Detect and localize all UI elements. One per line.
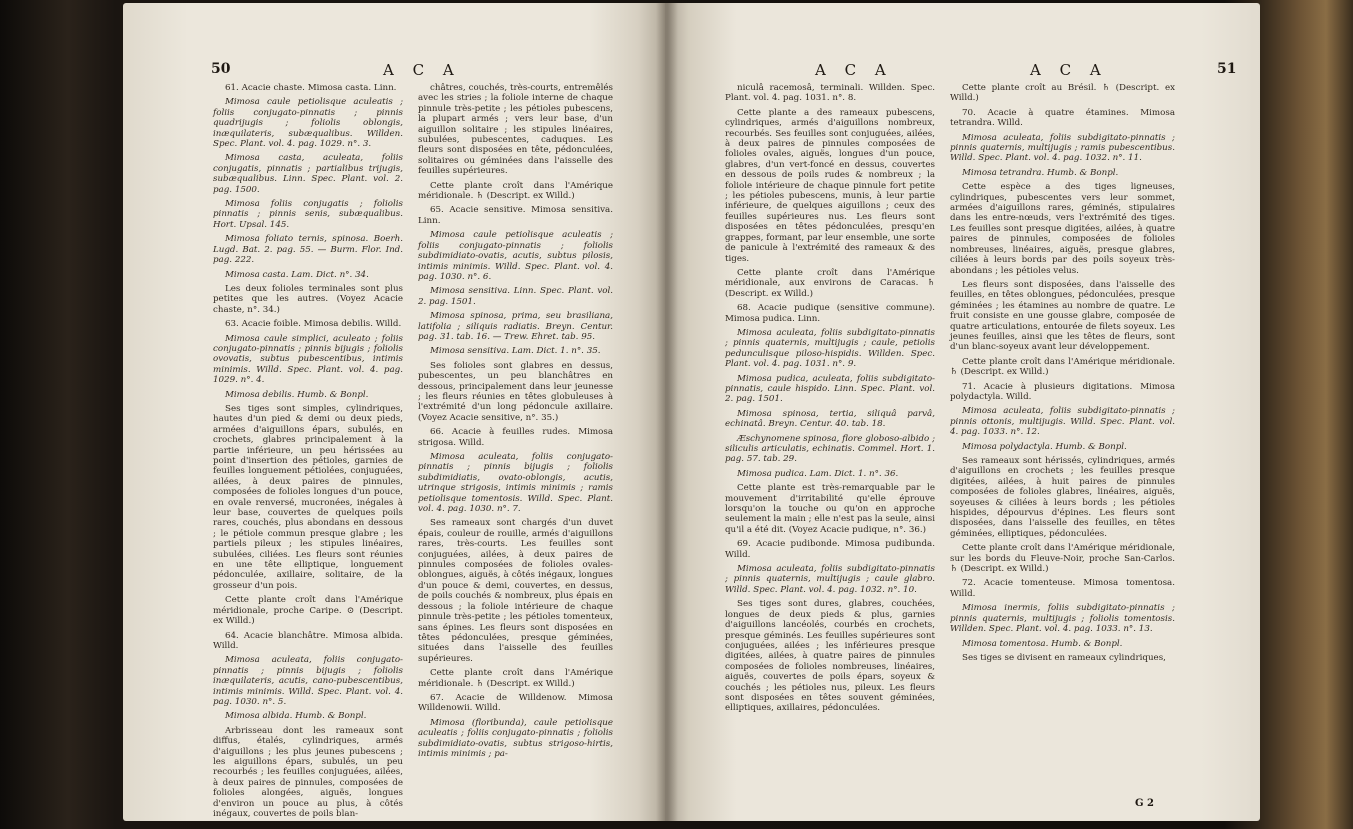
paragraph: Les deux folioles terminales sont plus petites que les autres. (Voyez Acacie chaste, n°. 34.) [213,283,403,315]
paragraph: Mimosa aculeata, foliis conjugato-pinnatis ; pinnis bijugis ; foliolis subdimidiatis, ovato-oblongis, acutis, utrinque strigosis, intimis minimis ; ramis petiolisque tomentosis. Willd. Spec. Plant. vol. 4. pag. 1030. n°. 7. [418,452,613,515]
paragraph: Mimosa spinosa, tertia, siliquâ parvâ, echinatâ. Breyn. Centur. 40. tab. 18. [725,408,935,430]
paragraph: Mimosa foliis conjugatis ; foliolis pinnatis ; pinnis senis, subæqualibus. Hort. Upsal. 145. [213,199,403,230]
paragraph: 68. Acacie pudique (sensitive commune). Mimosa pudica. Linn. [725,303,935,324]
paragraph: Mimosa tomentosa. Humb. & Bonpl. [962,638,1123,649]
paragraph: Mimosa sensitiva. Linn. Spec. Plant. vol. 2. pag. 1501. [418,286,613,307]
paragraph: Mimosa (floribunda), caule petiolisque aculeatis ; foliis conjugato-pinnatis ; foliolis subdimidiato-ovatis, subtus strigoso-hirtis, intimis minimis ; pa- [418,717,613,759]
paragraph: 67. Acacie de Willdenow. Mimosa Willdenowii. Willd. [418,692,613,714]
paragraph: 70. Acacie à quatre étamines. Mimosa tetrandra. Willd. [950,107,1175,129]
paragraph: Cette plante croît dans l'Amérique méridionale, aux environs de Caracas. ♄ (Descript. ex Willd.) [725,267,935,299]
paragraph: Cette plante croît dans l'Amérique méridionale, proche Caripe. ⊙ (Descript. ex Willd.) [213,595,403,627]
paragraph: Mimosa tetrandra. Humb. & Bonpl. [962,167,1119,178]
paragraph: Les fleurs sont disposées, dans l'aisselle des feuilles, en têtes oblongues, pédonculées, presque géminées ; les étamines au nombre de quatre. Le fruit consiste en une gousse glabre, composée de quatre articulations, entourée de filets soyeux. Les jeunes feuilles, ainsi que les têtes de fleurs, sont d'un blanc-soyeux avant leur développement. [950,279,1175,353]
paragraph: Mimosa caule petiolisque aculeatis ; foliis conjugato-pinnatis ; foliolis subdimidiato-ovatis, acutis, subtus pilosis, intimis minimis. Willd. Spec. Plant. vol. 4. pag. 1030. n°. 6. [418,230,613,282]
paragraph: Mimosa pudica. Lam. Dict. 1. n°. 36. [737,468,899,479]
left-page-number: 50 [211,61,231,77]
right-column-2 [950,83,1175,718]
left-column-2 [418,83,613,759]
paragraph: Cette plante est très-remarquable par le mouvement d'irritabilité qu'elle éprouve lorsqu'on la touche ou qu'on en approche seulement la main ; elle n'est pas la seule, ainsi qu'il a été dit. (Voyez Acacie pudique, n°. 36.) [725,483,935,535]
paragraph: Æschynomene spinosa, flore globoso-albido ; siliculis articulatis, echinatis. Commel. Hort. 1. pag. 57. tab. 29. [725,433,935,465]
paragraph: Mimosa aculeata, foliis conjugato-pinnatis ; pinnis bijugis ; foliolis inæquilateris, acutis, cano-pubescentibus, intimis minimis. Willd. Spec. Plant. vol. 4. pag. 1030. n°. 5. [213,655,403,707]
paragraph: Mimosa spinosa, prima, seu brasiliana, latifolia ; siliquis radiatis. Breyn. Centur. pag. 31. tab. 16. — Trew. Ehret. tab. 95. [418,311,613,342]
paragraph: Cette plante croît dans l'Amérique méridionale. ♄ (Descript. ex Willd.) [418,668,613,689]
paragraph: Mimosa aculeata, foliis subdigitato-pinnatis ; pinnis quaternis, multijugis ; caule glabro. Willd. Spec. Plant. vol. 4. pag. 1032. n°. 10. [725,564,935,595]
paragraph: Cette espèce a des tiges ligneuses, cylindriques, pubescentes vers leur sommet, armées d'aiguillons rares, géminés, stipulaires dans les entre-nœuds, vers l'extrémité des tiges. Les feuilles sont presque digitées, ailées, à quatre paires de pinnules, composées de folioles nombreuses, linéaires, aiguës, presque glabres, ciliées à leurs bords par des poils soyeux très-abondans ; les pétioles velus. [950,182,1175,276]
paragraph: Mimosa casta. Lam. Dict. n°. 34. [225,269,369,280]
right-page-number: 51 [1217,61,1237,77]
paragraph: Mimosa pudica, aculeata, foliis subdigitato-pinnatis, caule hispido. Linn. Spec. Plant. vol. 2. pag. 1501. [725,373,935,405]
paragraph: Mimosa casta, aculeata, foliis conjugatis, pinnatis ; partialibus trijugis, subæqualibus. Linn. Spec. Plant. vol. 2. pag. 1500. [213,153,403,195]
paragraph: châtres, couchés, très-courts, entremêlés avec les stries ; la foliole interne de chaque pinnule très-petite ; les pétioles pubescens, la plupart armés ; vers leur base, d'un aiguillon solitaire ; les stipules linéaires, subulées, pubescentes, caduques. Les fleurs sont disposées en tête, pédonculées, solitaires ou géminées dans l'aisselle des feuilles supérieures. [418,83,613,177]
left-column-1 [213,83,403,819]
paragraph: 63. Acacie foible. Mimosa debilis. Willd. [225,319,402,330]
paragraph: Ses rameaux sont hérissés, cylindriques, armés d'aiguillons en crochets ; les feuilles presque digitées, ailées, à huit paires de pinnules composées de folioles glabres, linéaires, aiguës, soyeuses & ciliées à leurs bords ; les pétioles hispides, dépourvus d'épines. Les fleurs sont disposées, dans l'aisselle des feuilles, en têtes géminées, elliptiques, pédonculées. [950,456,1175,539]
paragraph: Mimosa sensitiva. Lam. Dict. 1. n°. 35. [430,346,601,357]
catchword: G 2 [1135,798,1154,809]
paragraph: Ses folioles sont glabres en dessus, pubescentes, un peu blanchâtres en dessous, principalement dans leur jeunesse ; les fleurs réunies en têtes globuleuses à l'extrémité d'un long pédoncule axillaire. (Voyez Acacie sensitive, n°. 35.) [418,360,613,423]
paragraph: 69. Acacie pudibonde. Mimosa pudibunda. Willd. [725,539,935,560]
paragraph: Mimosa caule petiolisque aculeatis ; foliis conjugato-pinnatis ; pinnis quadrijugis ; foliolis oblongis, inæquilateris, subæqualibus. Willden. Spec. Plant. vol. 4. pag. 1029. n°. 3. [213,97,403,150]
paragraph: Ses tiges sont dures, glabres, couchées, longues de deux pieds & plus, garnies d'aiguillons lancéolés, courbés en crochets, presque géminés. Les feuilles supérieures sont conjuguées, ailées ; les inférieures presque digitées, ailées, à quatre paires de pinnules composées de folioles nombreuses, linéaires, aiguës, couvertes de poils épars, soyeux & couchés ; les pétioles nus, pileux. Les fleurs sont disposées en têtes souvent géminées, elliptiques, axillaires, pédonculées. [725,599,935,714]
paragraph: Mimosa aculeata, foliis subdigitato-pinnatis ; pinnis quaternis, multijugis ; ramis pubescentibus. Willd. Spec. Plant. vol. 4. pag. 1032. n°. 11. [950,132,1175,164]
paragraph: Arbrisseau dont les rameaux sont diffus, étalés, cylindriques, armés d'aiguillons ; les plus jeunes pubescens ; les aiguillons épars, subulés, un peu recourbés ; les feuilles conjuguées, ailées, à deux paires de pinnules, composées de folioles alongées, aiguës, longues d'environ un pouce au plus, à côtés inégaux, couvertes de poils blan- [213,725,403,819]
right-running-head-1: A C A [815,61,893,79]
paragraph: Mimosa debilis. Humb. & Bonpl. [225,389,369,400]
paragraph: Mimosa aculeata, foliis subdigitato-pinnatis ; pinnis ottonis, multijugis. Willd. Spec. Plant. vol. 4. pag. 1033. n°. 12. [950,406,1175,438]
right-running-head-2: A C A [1030,61,1108,79]
left-page [123,3,665,821]
paragraph: Mimosa polydactyla. Humb. & Bonpl. [962,441,1127,452]
paragraph: 72. Acacie tomenteuse. Mimosa tomentosa. Willd. [950,578,1175,599]
paragraph: Cette plante croît dans l'Amérique méridionale. ♄ (Descript. ex Willd.) [418,180,613,202]
paragraph: 65. Acacie sensitive. Mimosa sensitiva. Linn. [418,205,613,226]
paragraph: 61. Acacie chaste. Mimosa casta. Linn. [225,83,397,93]
paragraph: Mimosa aculeata, foliis subdigitato-pinnatis ; pinnis quaternis, multijugis ; caule, petiolis pedunculisque piloso-hispidis. Willden. Spec. Plant. vol. 4. pag. 1031. n°. 9. [725,327,935,370]
paragraph: Cette plante croît dans l'Amérique méridionale, sur les bords du Fleuve-Noir, proche San-Carlos. ♄ (Descript. ex Willd.) [950,543,1175,575]
paragraph: Mimosa caule simplici, aculeato ; foliis conjugato-pinnatis ; pinnis bijugis ; foliolis ovovatis, subtus pubescentibus, intimis minimis. Willd. Spec. Plant. vol. 4. pag. 1029. n°. 4. [213,333,403,386]
book-gutter [656,3,678,821]
paragraph: Ses tiges sont simples, cylindriques, hautes d'un pied & demi ou deux pieds, armées d'aiguillons épars, subulés, en crochets, glabres principalement à la partie inférieure, un peu hérissées au point d'insertion des pétioles, garnies de feuilles longuement pétiolées, conjuguées, ailées, à deux paires de pinnules, composées de folioles longues d'un pouce, en ovale renversé, mucronées, inégales à leur base, couvertes de quelques poils rares, couchés, plus abondans en dessous ; le pétiole commun presque glabre ; les partiels pileux ; les stipules linéaires, subulées, ciliées. Les fleurs sont réunies en une tête elliptique, longuement pédonculée, axillaire, solitaire, de la grosseur d'un pois. [213,403,403,591]
left-running-head: A C A [383,61,461,79]
paragraph: Cette plante croît au Brésil. ♄ (Descript. ex Willd.) [950,83,1175,104]
right-column-1 [725,83,935,733]
paragraph: Mimosa albida. Humb. & Bonpl. [225,711,367,722]
paragraph: Mimosa foliato ternis, spinosa. Boerh. Lugd. Bat. 2. pag. 55. — Burm. Flor. Ind. pag. 222. [213,234,403,266]
paragraph: Cette plante a des rameaux pubescens, cylindriques, armés d'aiguillons nombreux, recourbés. Ses feuilles sont conjuguées, ailées, à deux paires de pinnules composées de folioles ovales, aiguës, longues d'un pouce, glabres, d'un vert-foncé en dessus, couvertes en dessous de poils rudes & nombreux ; la foliole intérieure de chaque pinnule fort petite ; les pétioles pubescens, munis, à leur partie inférieure, de quelques aiguillons ; ceux des feuilles supérieures nus. Les fleurs sont disposées en têtes pédonculées, presqu'en grappes, formant, par leur ensemble, une sorte de panicule à l'extrémité des rameaux & des tiges. [725,107,935,264]
paragraph: 71. Acacie à plusieurs digitations. Mimosa polydactyla. Willd. [950,381,1175,402]
right-page [665,3,1260,821]
paragraph: Ses tiges se divisent en rameaux cylindriques, [962,652,1166,663]
paragraph: Ses rameaux sont chargés d'un duvet épais, couleur de rouille, armés d'aiguillons rares, très-courts. Les feuilles sont conjuguées, ailées, à deux paires de pinnules composées de folioles ovales-oblongues, aiguës, à côtés inégaux, longues d'un pouce & demi, couvertes, en dessus, de poils couchés & nombreux, plus épais en dessous ; la foliole intérieure de chaque pinnule très-petite ; les pétioles tomenteux, sans épines. Les fleurs sont disposées en têtes pédonculées, presque géminées, situées dans l'aisselle des feuilles supérieures. [418,518,613,664]
paragraph: Cette plante croît dans l'Amérique méridionale. ♄ (Descript. ex Willd.) [950,356,1175,378]
paragraph: niculâ racemosâ, terminali. Willden. Spec. Plant. vol. 4. pag. 1031. n°. 8. [725,83,935,104]
paragraph: Mimosa inermis, foliis subdigitato-pinnatis ; pinnis quaternis, multijugis ; foliolis tomentosis. Willden. Spec. Plant. vol. 4. pag. 1033. n°. 13. [950,603,1175,635]
paragraph: 64. Acacie blanchâtre. Mimosa albida. Willd. [213,630,403,651]
paragraph: 66. Acacie à feuilles rudes. Mimosa strigosa. Willd. [418,427,613,448]
